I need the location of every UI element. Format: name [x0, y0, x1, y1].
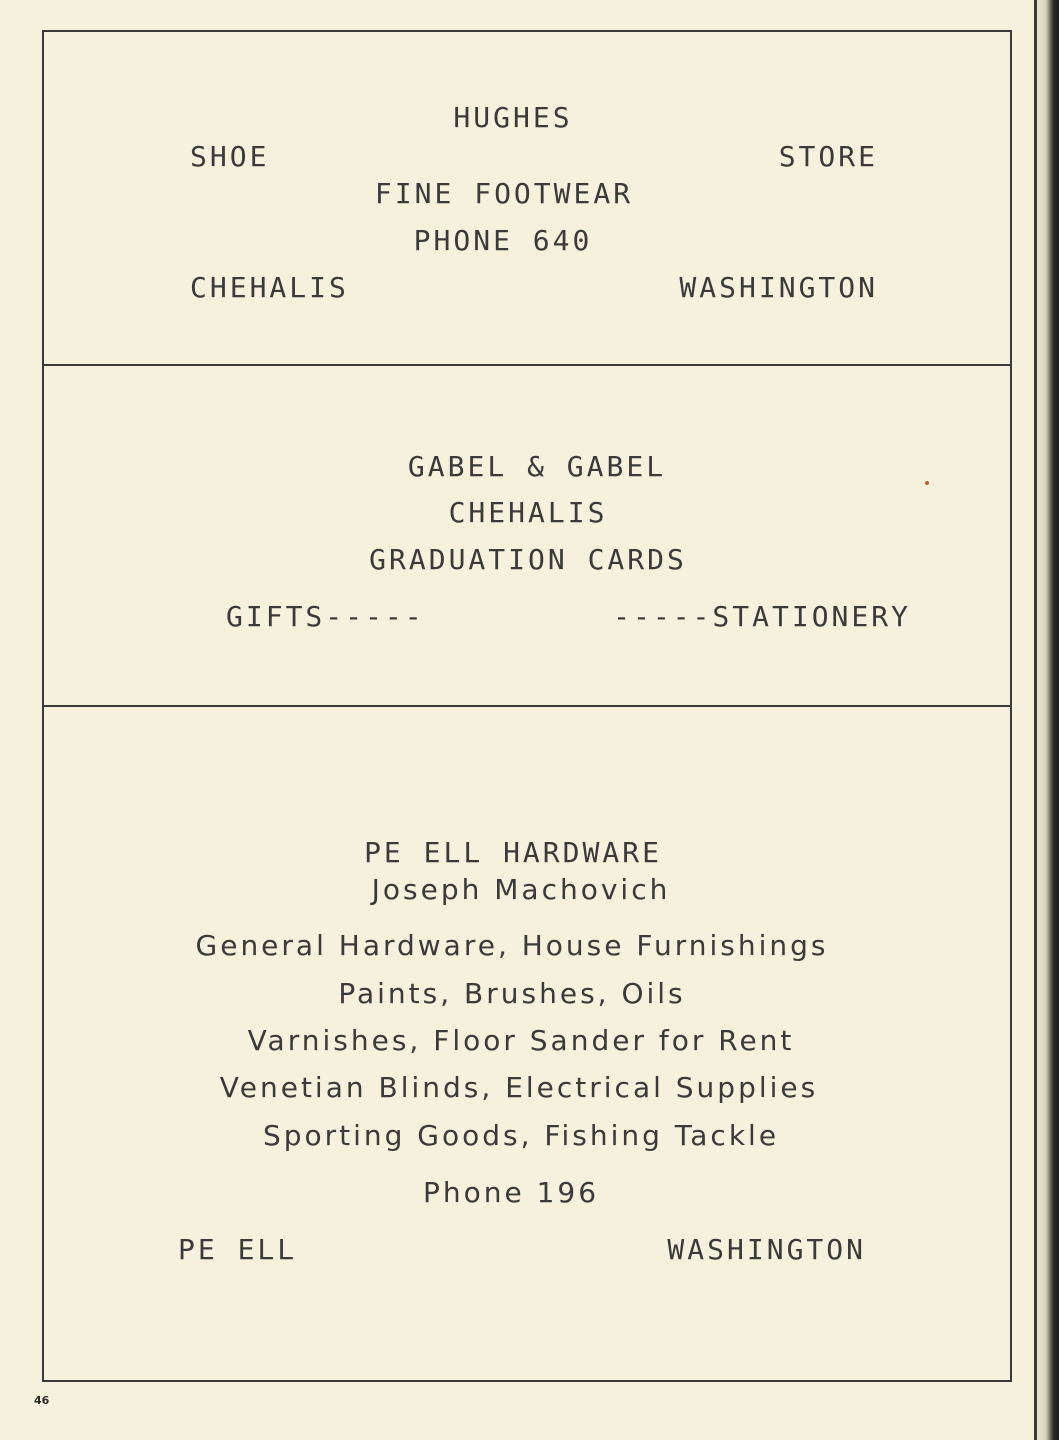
ink-speck [925, 481, 929, 485]
ad-city: PE ELL [178, 1233, 298, 1266]
ad-tagline: FINE FOOTWEAR [374, 177, 634, 210]
ad-city: CHEHALIS [190, 271, 349, 304]
ad-divider-bottom [42, 705, 1012, 707]
ad-owner: Joseph Machovich [371, 873, 671, 906]
page-binding-shadow [1037, 0, 1059, 1440]
ad-state: WASHINGTON [679, 271, 878, 304]
ad-business-name: PE ELL HARDWARE [364, 836, 662, 869]
ad-line: Venetian Blinds, Electrical Supplies [219, 1071, 819, 1104]
ad-left-word: SHOE [190, 140, 270, 173]
ad-divider-top [42, 364, 1012, 366]
ad-state: WASHINGTON [667, 1233, 866, 1266]
ad-line: Varnishes, Floor Sander for Rent [247, 1024, 795, 1057]
ad-phone: Phone 196 [422, 1176, 600, 1209]
ad-phone: PHONE 640 [413, 224, 593, 257]
ad-product: GRADUATION CARDS [369, 543, 687, 576]
ad-business-name: GABEL & GABEL [407, 450, 667, 483]
ad-line: Sporting Goods, Fishing Tackle [262, 1119, 780, 1152]
ad-line: Paints, Brushes, Oils [338, 977, 686, 1010]
ad-city: CHEHALIS [448, 496, 608, 529]
ad-business-name: HUGHES [453, 101, 573, 134]
ad-left-item: GIFTS----- [226, 600, 425, 633]
ad-line: General Hardware, House Furnishings [195, 929, 829, 962]
page-number: 46 [34, 1394, 50, 1407]
ad-right-word: STORE [778, 140, 878, 173]
ad-right-item: -----STATIONERY [613, 600, 911, 633]
